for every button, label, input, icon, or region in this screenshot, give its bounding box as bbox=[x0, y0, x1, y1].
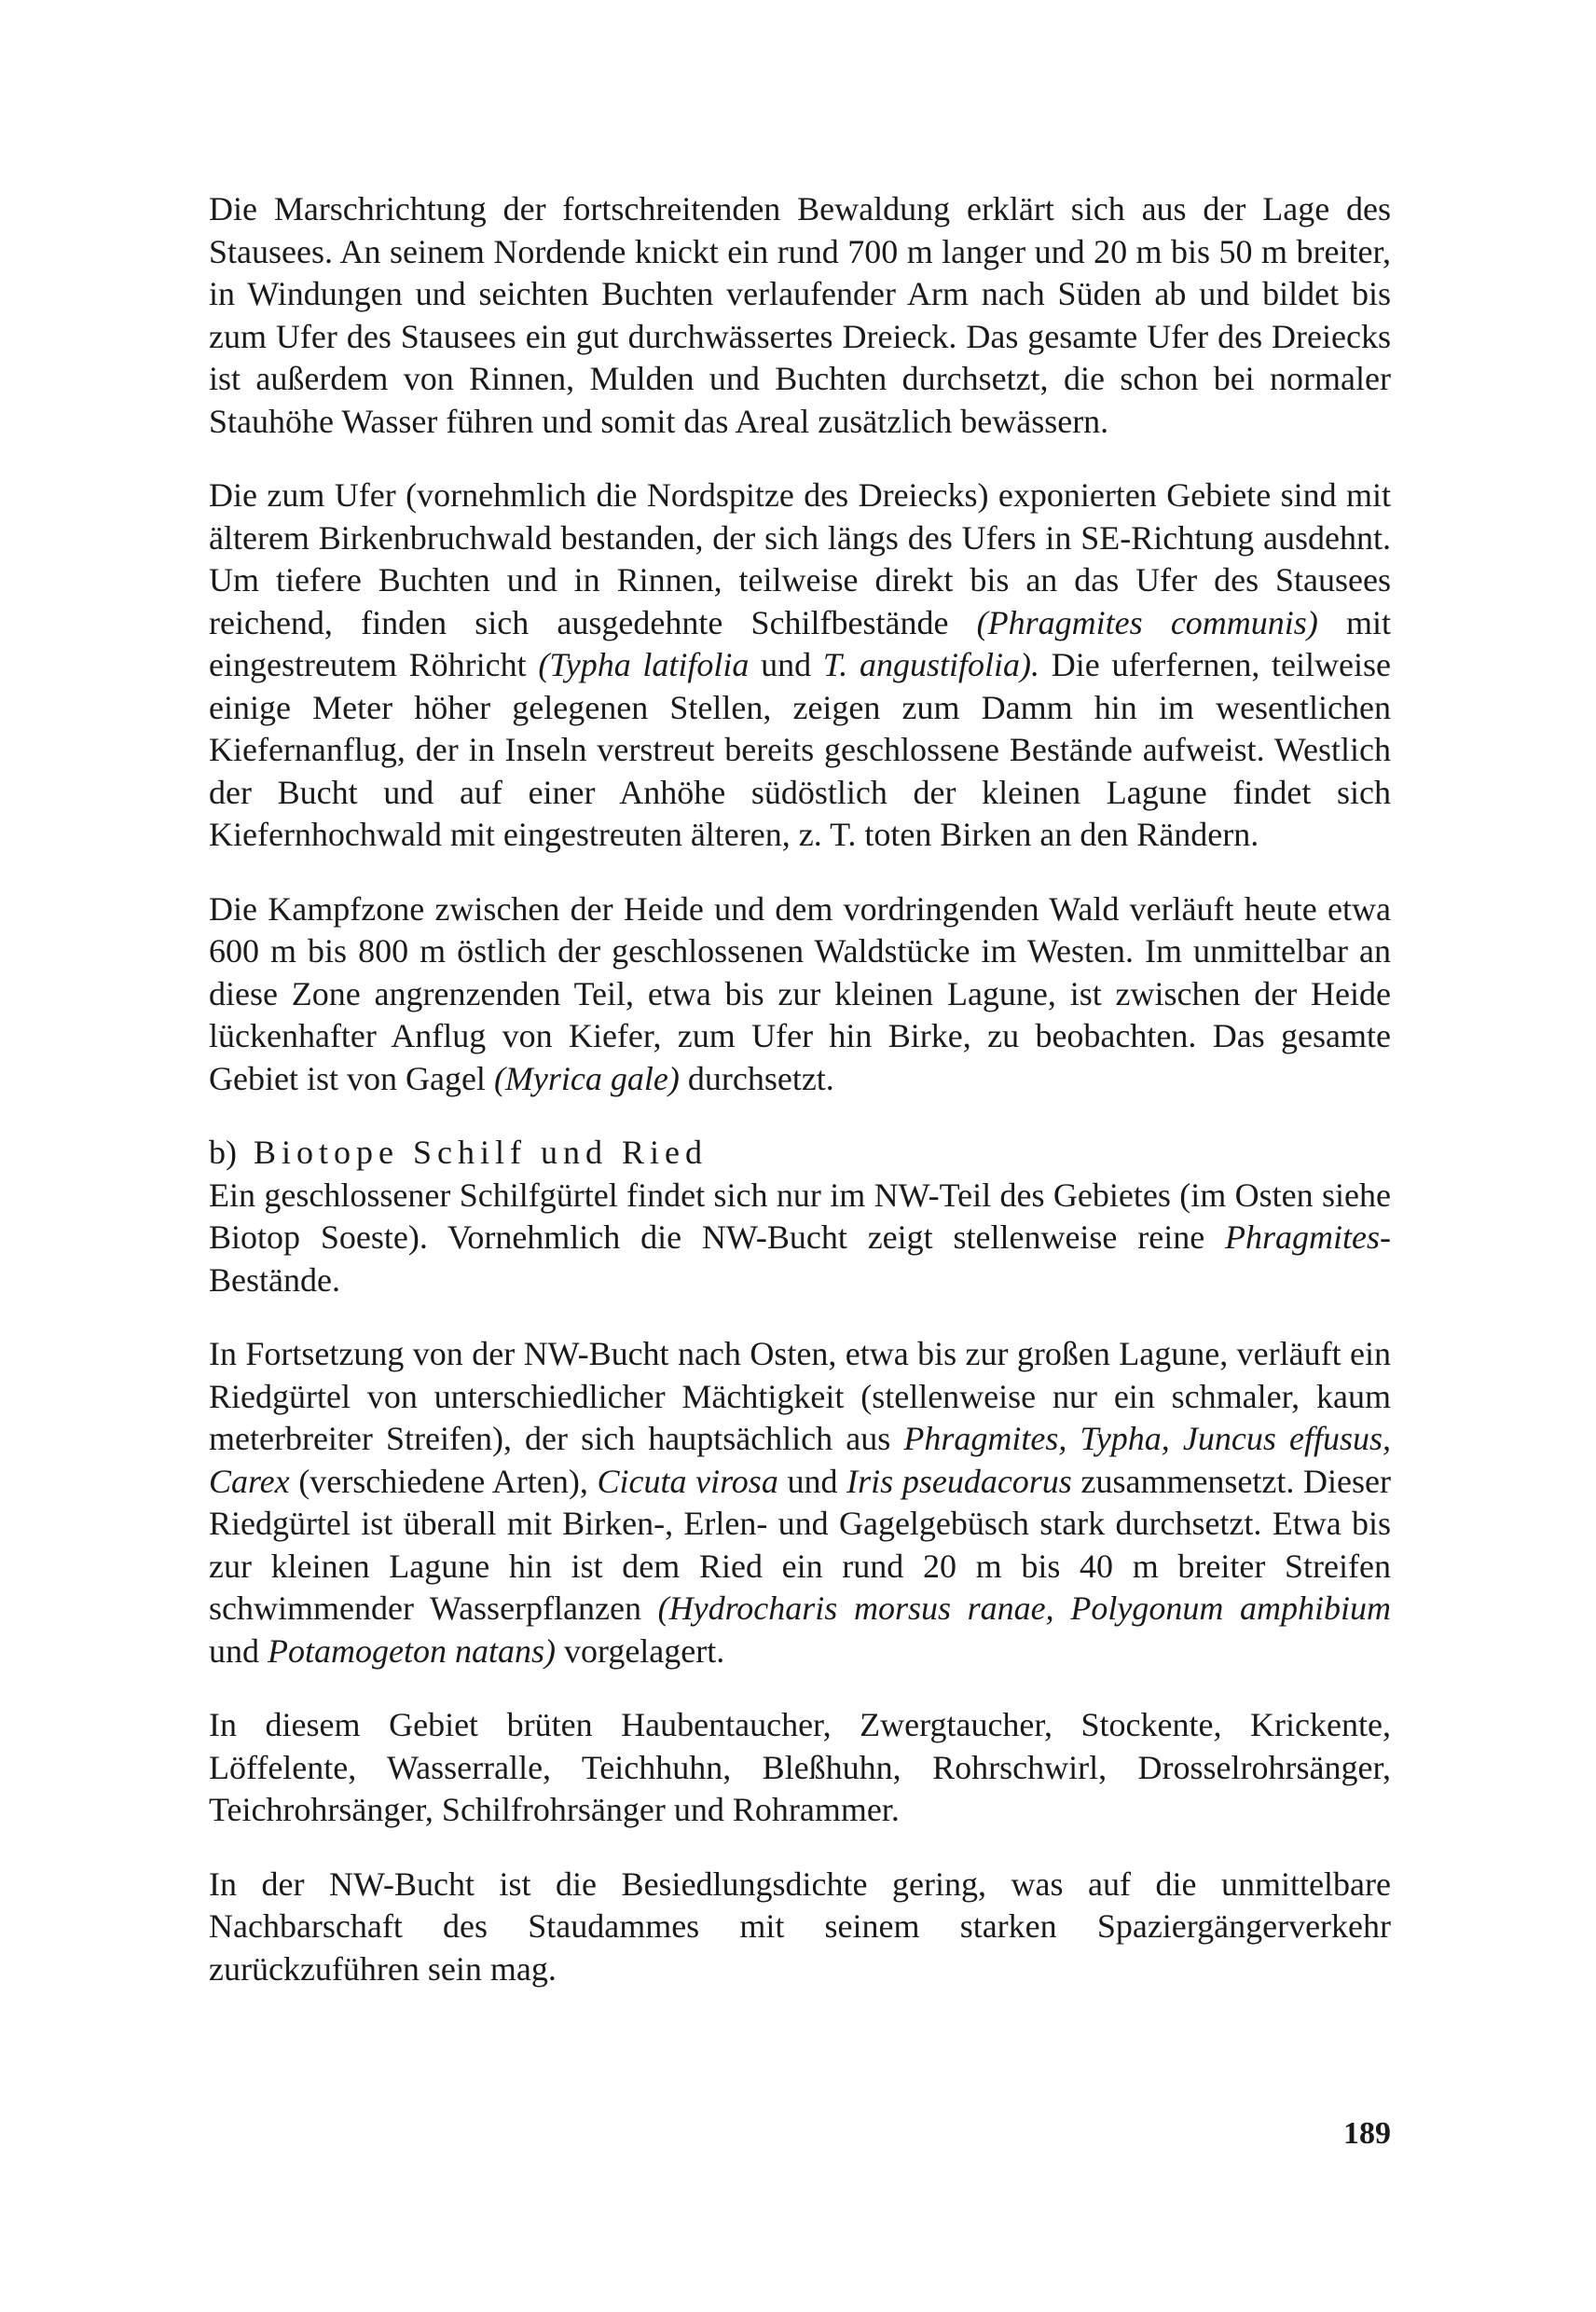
italic-text: (Myrica gale) bbox=[493, 1059, 680, 1097]
italic-text: Iris pseudacorus bbox=[846, 1462, 1072, 1500]
text-run: und bbox=[749, 646, 823, 683]
italic-text: (Hydrocharis morsus ranae, Polygonum amphibium bbox=[657, 1590, 1391, 1627]
text-run: Die Marschrichtung der fortschreitenden Bewaldung erklärt sich aus der Lage des Stausees. An seinem Nordende knickt ein rund 700 m langer und 20 m bis 50 m breiter, in Windungen und seichten Buchten verlaufender Arm nach Süden ab und bildet bis zum Ufer des Stausees ein gut durchwässertes Dreieck. Das gesamte Ufer des Dreiecks ist außerdem von Rinnen, Mulden und Buchten durchsetzt, die schon bei normaler Stauhöhe Wasser führen und somit das Areal zusätzlich bewässern. bbox=[209, 190, 1391, 440]
text-run: In diesem Gebiet brüten Haubentaucher, Zwergtaucher, Stockente, Krickente, Löffelente, Wasserralle, Teichhuhn, Bleßhuhn, Rohrschwirl, Drosselrohrsänger, Teichrohrsänger, Schilfrohrsänger und Rohrammer. bbox=[209, 1706, 1391, 1828]
italic-text: T. angustifolia). bbox=[822, 646, 1039, 683]
section-heading bbox=[209, 1132, 1391, 1175]
paragraphs-before-heading bbox=[209, 188, 1391, 1100]
paragraph bbox=[209, 1175, 1391, 1302]
text-run: und bbox=[209, 1631, 268, 1670]
italic-text: (Typha latifolia bbox=[538, 646, 750, 683]
paragraph bbox=[209, 1704, 1391, 1832]
text-run: und bbox=[777, 1462, 847, 1500]
text-run: -Bestände. bbox=[209, 1218, 1391, 1299]
text-run: In Fortsetzung von der NW-Bucht nach Osten, etwa bis zur großen Lagune, verläuft ein Riedgürtel von unterschiedlicher Mächtigkeit (stellenweise nur ein schmaler, kaum meterbreiter Streifen), der sich hauptsächlich aus bbox=[209, 1335, 1391, 1457]
text-run: Die Kampfzone zwischen der Heide und dem vordringenden Wald verläuft heute etwa 600 m bis 800 m östlich der geschlossenen Waldstücke im Westen. Im unmittelbar an diese Zone angrenzenden Teil, etwa bis zur kleinen Lagune, ist zwischen der Heide lückenhafter Anflug von Kiefer, zum Ufer hin Birke, zu beobachten. Das gesamte Gebiet ist von Gagel bbox=[209, 889, 1391, 1097]
paragraph bbox=[209, 1864, 1391, 1991]
page-number: 189 bbox=[1343, 2116, 1391, 2151]
section-heading-prefix: b) bbox=[209, 1134, 237, 1171]
text-run: mit eingestreutem Röhricht bbox=[209, 603, 1392, 683]
text-run: zusammensetzt. Dieser Riedgürtel ist überall mit Birken-, Erlen- und Gagelgebüsch stark durchsetzt. Etwa bis zur kleinen Lagune hin ist dem Ried ein rund 20 m bis 40 m breiter Streifen schwimmender Wasserpflanzen bbox=[209, 1462, 1392, 1627]
italic-text: Phragmites, Typha, Juncus effusus, Carex bbox=[209, 1420, 1391, 1500]
text-run: Die uferfernen, teilweise einige Meter höher gelegenen Stellen, zeigen zum Damm hin im wesentlichen Kiefernanflug, der in Inseln verstreut bereits geschlossene Bestände aufweist. Westlich der Bucht und auf einer Anhöhe südöstlich der kleinen Lagune findet sich Kiefernhochwald mit eingestreuten älteren, z. T. toten Birken an den Rändern. bbox=[209, 646, 1392, 853]
text-run: Ein geschlossener Schilfgürtel findet sich nur im NW-Teil des Gebietes (im Osten siehe Biotop Soeste). Vornehmlich die NW-Bucht zeigt stellenweise reine bbox=[209, 1176, 1391, 1256]
paragraphs-after-heading bbox=[209, 1175, 1391, 1991]
text-run: durchsetzt. bbox=[679, 1059, 834, 1097]
section-heading-text: Biotope Schilf und Ried bbox=[254, 1134, 708, 1171]
text-run: vorgelagert. bbox=[555, 1631, 725, 1670]
paragraph bbox=[209, 888, 1391, 1101]
paragraph bbox=[209, 475, 1391, 857]
paragraph bbox=[209, 1333, 1391, 1672]
italic-text: Phragmites bbox=[1225, 1218, 1380, 1256]
italic-text: (Phragmites communis) bbox=[976, 603, 1318, 641]
paragraph bbox=[209, 188, 1391, 443]
italic-text: Potamogeton natans) bbox=[268, 1631, 556, 1670]
page-body bbox=[209, 188, 1391, 2022]
text-run: In der NW-Bucht ist die Besiedlungsdichte gering, was auf die unmittelbare Nachbarschaft des Staudammes mit seinem starken Spaziergängerverkehr zurückzuführen sein mag. bbox=[209, 1865, 1391, 1988]
text-run: (verschiedene Arten), bbox=[289, 1462, 598, 1500]
text-run: Die zum Ufer (vornehmlich die Nordspitze des Dreiecks) exponierten Gebiete sind mit älterem Birkenbruchwald bestanden, der sich längs des Ufers in SE-Richtung ausdehnt. Um tiefere Buchten und in Rinnen, teilweise direkt bis an das Ufer des Stausees reichend, finden sich ausgedehnte Schilfbestände bbox=[209, 476, 1391, 641]
italic-text: Cicuta virosa bbox=[597, 1462, 778, 1500]
